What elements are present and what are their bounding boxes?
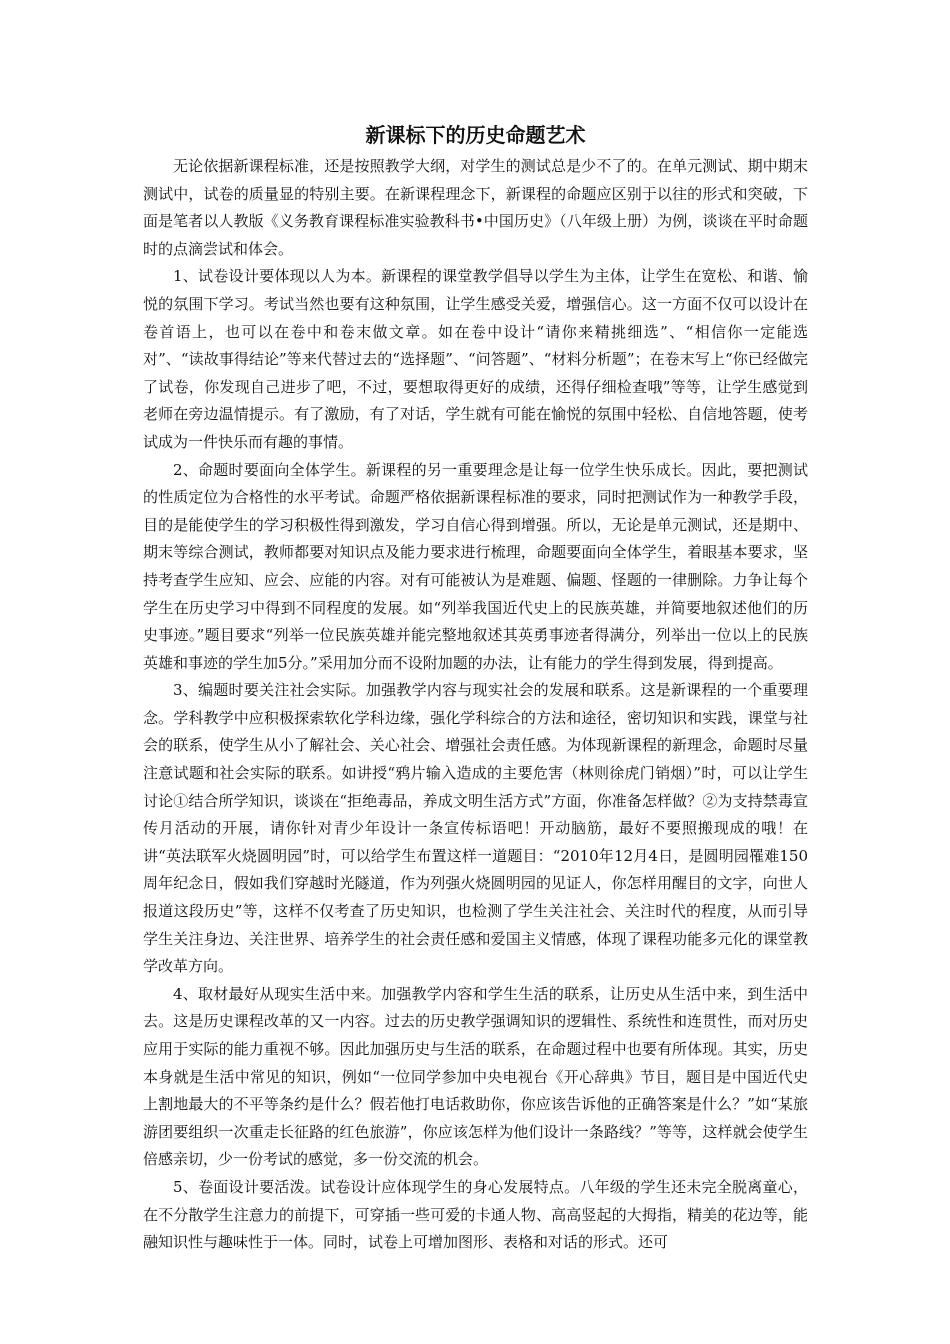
- paragraph-4: 4、取材最好从现实生活中来。加强教学内容和学生生活的联系，让历史从生活中来，到生活中去。这是历史课程改革的又一内容。过去的历史教学强调知识的逻辑性、系统性和连贯性，而对历史应用于实际的能力重视不够。因此加强历史与生活的联系，在命题过程中也要有所体现。其实，历史本身就是生活中常见的知识，例如“一位同学参加中央电视台《开心辞典》节目，题目是中国近代史上割地最大的不平等条约是什么？假若他打电话救助你，你应该告诉他的正确答案是什么？”如“某旅游团要组织一次重走长征路的红色旅游”，你应该怎样为他们设计一条路线？”等等，这样就会使学生倍感亲切，少一份考试的感觉，多一份交流的机会。: [143, 984, 808, 1169]
- paragraph-5: 5、卷面设计要活泼。试卷设计应体现学生的身心发展特点。八年级的学生还未完全脱离童心，在不分散学生注意力的前提下，可穿插一些可爱的卡通人物、高高竖起的大拇指，精美的花边等，能融知识性与趣味性于一体。同时，试卷上可增加图形、表格和对话的形式。还可: [143, 1177, 808, 1252]
- document-title: 新课标下的历史命题艺术: [365, 123, 586, 147]
- intro-paragraph: 无论依据新课程标准，还是按照教学大纲，对学生的测试总是少不了的。在单元测试、期中期末测试中，试卷的质量显的特别主要。在新课程理念下，新课程的命题应区别于以往的形式和突破，下面是笔者以人教版《义务教育课程标准实验教科书•中国历史》（八年级上册）为例，谈谈在平时命题时的点滴尝试和体会。: [143, 157, 808, 258]
- paragraph-3: 3、编题时要关注社会实际。加强教学内容与现实社会的发展和联系。这是新课程的一个重要理念。学科教学中应积极探索软化学科边缘，强化学科综合的方法和途径，密切知识和实践，课堂与社会的联系，使学生从小了解社会、关心社会、增强社会责任感。为体现新课程的新理念，命题时尽量注意试题和社会实际的联系。如讲授“鸦片输入造成的主要危害（林则徐虎门销烟）”时，可以让学生讨论①结合所学知识，谈谈在“拒绝毒品，养成文明生活方式”方面，你准备怎样做？②为支持禁毒宣传月活动的开展，请你针对青少年设计一条宣传标语吧！开动脑筋，最好不要照搬现成的哦！在讲“英法联军火烧圆明园”时，可以给学生布置这样一道题目：“2010年12月4日，是圆明园罹难150周年纪念日，假如我们穿越时光隧道，作为列强火烧圆明园的见证人，你怎样用醒目的文字，向世人报道这段历史”等，这样不仅考查了历史知识，也检测了学生关注社会、关注时代的程度，从而引导学生关注身边、关注世界、培养学生的社会责任感和爱国主义情感，体现了课程功能多元化的课堂教学改革方向。: [143, 681, 808, 976]
- document-body: [143, 117, 808, 1257]
- paragraph-1: 1、试卷设计要体现以人为本。新课程的课堂教学倡导以学生为主体，让学生在宽松、和谐、愉悦的氛围下学习。考试当然也要有这种氛围，让学生感受关爱，增强信心。这一方面不仅可以设计在卷首语上，也可以在卷中和卷末做文章。如在卷中设计“请你来精挑细选”、“相信你一定能选对”、“读故事得结论”等来代替过去的“选择题”、“问答题”、“材料分析题”；在卷末写上“你已经做完了试卷，你发现自己进步了吧，不过，要想取得更好的成绩，还得仔细检查哦”等等，让学生感觉到老师在旁边温情提示。有了激励，有了对话，学生就有可能在愉悦的氛围中轻松、自信地答题，使考试成为一件快乐而有趣的事情。: [143, 267, 808, 451]
- paragraph-2: 2、命题时要面向全体学生。新课程的另一重要理念是让每一位学生快乐成长。因此，要把测试的性质定位为合格性的水平考试。命题严格依据新课程标准的要求，同时把测试作为一种教学手段，目的是能使学生的学习积极性得到激发，学习自信心得到增强。所以，无论是单元测试，还是期中、期末等综合测试，教师都要对知识点及能力要求进行梳理，命题要面向全体学生，着眼基本要求，坚持考查学生应知、应会、应能的内容。对有可能被认为是难题、偏题、怪题的一律删除。力争让每个学生在历史学习中得到不同程度的发展。如“列举我国近代史上的民族英雄，并简要地叙述他们的历史事迹。”题目要求“列举一位民族英雄并能完整地叙述其英勇事迹者得满分，列举出一位以上的民族英雄和事迹的学生加5分。”采用加分而不设附加题的办法，让有能力的学生得到发展，得到提高。: [143, 460, 808, 672]
